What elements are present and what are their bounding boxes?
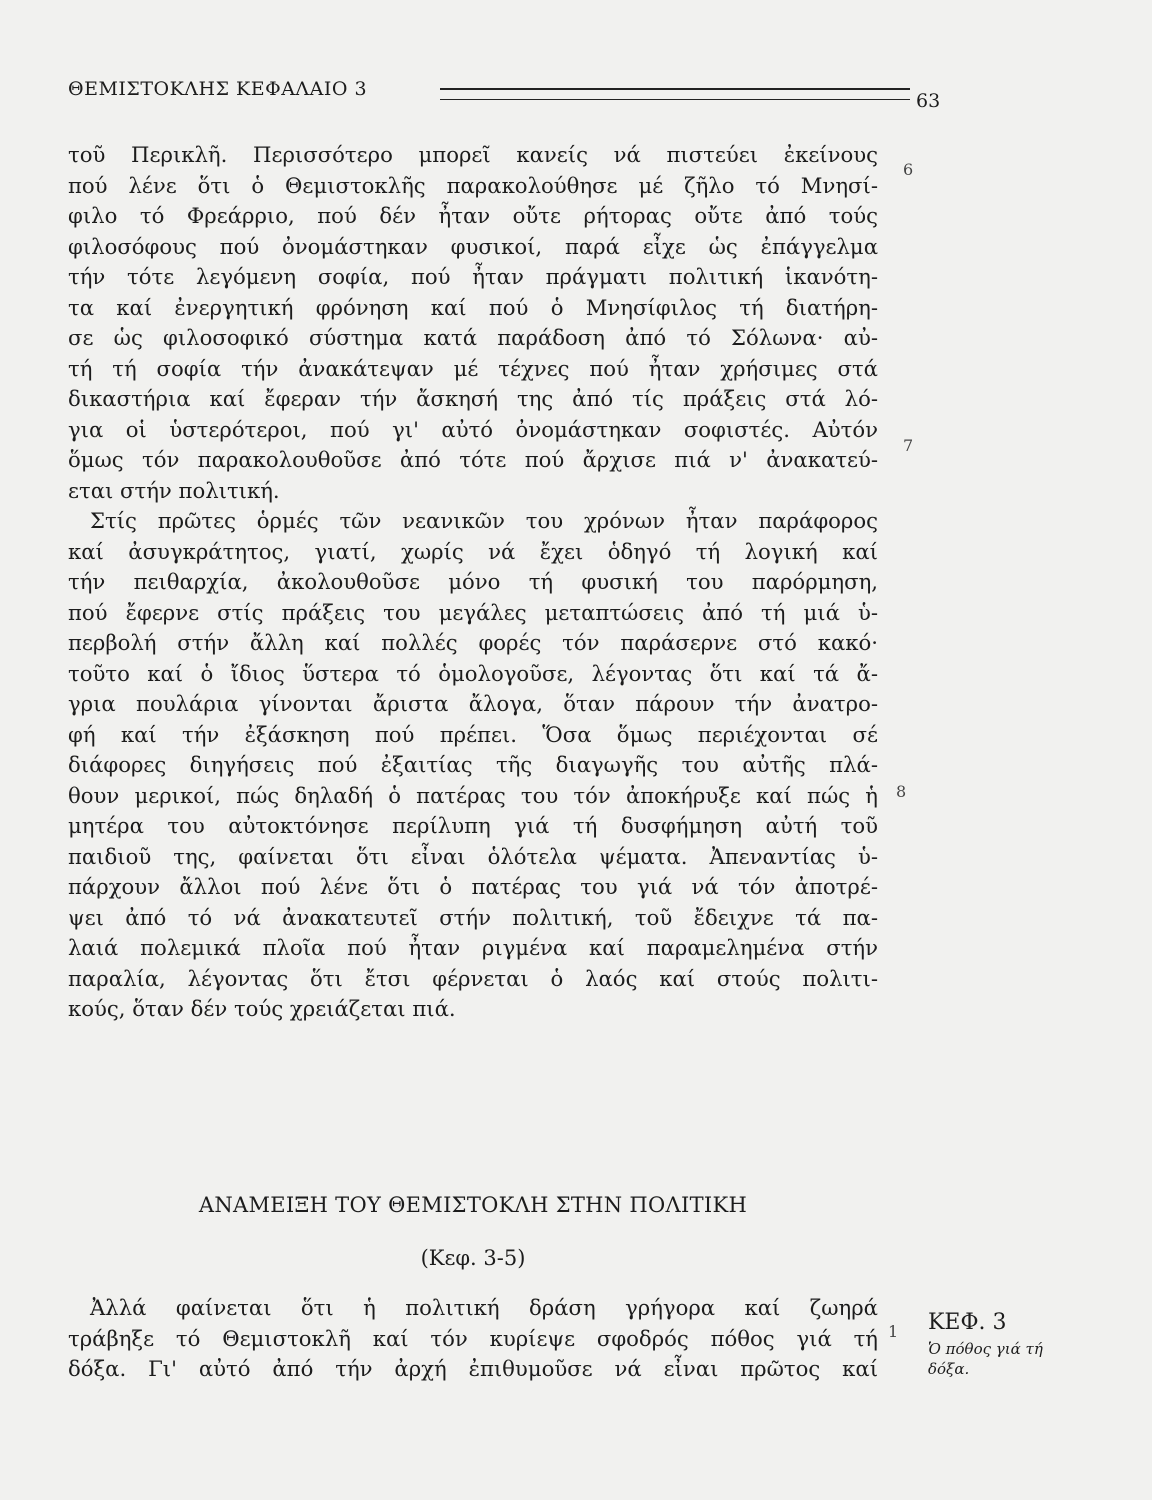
paragraph-2 (68, 506, 878, 1025)
text-line: τή τή σοφία τήν ἀνακάτεψαν μέ τέχνες πού ἦταν χρήσιμες στά (68, 355, 878, 381)
text-line: φιλοσόφους πού ὀνομάστηκαν φυσικοί, παρά εἶχε ὡς ἐπάγγελμα (68, 233, 878, 259)
text-line: λαιά πολεμικά πλοῖα πού ἦταν ριγμένα καί παραμελημένα στήν (68, 935, 878, 960)
section-heading: ΑΝΑΜΕΙΞΗ ΤΟΥ ΘΕΜΙΣΤΟΚΛΗ ΣΤΗΝ ΠΟΛΙΤΙΚΗ (198, 1193, 748, 1217)
text-line: Στίς πρῶτες ὁρμές τῶν νεανικῶν του χρόνων ἦταν παράφορος (90, 508, 878, 533)
text-line: τοῦ Περικλῆ. Περισσότερο μπορεῖ κανείς νά πιστεύει ἐκείνους (68, 142, 878, 167)
text-line: φή καί τήν ἐξάσκηση πού πρέπει. Ὅσα ὅμως περιέχονται σέ (68, 721, 878, 747)
body-text (68, 140, 878, 1025)
text-line: κούς, ὅταν δέν τούς χρειάζεται πιά. (68, 996, 456, 1021)
text-line: γρια πουλάρια γίνονται ἄριστα ἄλογα, ὅταν πάρουν τήν ἀνατρο- (68, 691, 878, 716)
text-line: διάφορες διηγήσεις πού ἐξαιτίας τῆς διαγωγῆς του αὐτῆς πλά- (68, 752, 878, 777)
text-line: πού λένε ὅτι ὁ Θεμιστοκλῆς παρακολούθησε μέ ζῆλο τό Μνησί- (68, 172, 878, 198)
text-line: δόξα. Γι' αὐτό ἀπό τήν ἀρχή ἐπιθυμοῦσε νά εἶναι πρῶτος καί (68, 1356, 878, 1381)
text-line: ὅμως τόν παρακολουθοῦσε ἀπό τότε πού ἄρχισε πιά ν' ἀνακατεύ- (68, 447, 878, 472)
text-line: παραλία, λέγοντας ὅτι ἔτσι φέρνεται ὁ λαός καί στούς πολιτι- (68, 965, 878, 991)
paragraph-1 (68, 140, 878, 506)
running-title: ΘΕΜΙΣΤΟΚΛΗΣ ΚΕΦΑΛΑΙΟ 3 (68, 78, 368, 100)
text-line: παιδιοῦ της, φαίνεται ὅτι εἶναι ὁλότελα ψέματα. Ἀπεναντίας ὑ- (68, 843, 878, 869)
header-rule (440, 88, 910, 100)
margin-number-8: 8 (896, 782, 907, 801)
text-line: Ἀλλά φαίνεται ὅτι ἡ πολιτική δράση γρήγορα καί ζωηρά (90, 1295, 878, 1320)
text-line: τήν πειθαρχία, ἀκολουθοῦσε μόνο τή φυσική του παρόρμηση, (68, 569, 878, 594)
text-line: περβολή στήν ἄλλη καί πολλές φορές τόν παράσερνε στό κακό· (68, 630, 878, 655)
running-header (68, 78, 941, 112)
section-subheading: (Κεφ. 3-5) (420, 1246, 526, 1270)
paragraph-3 (68, 1293, 878, 1385)
chapter-marginal-note (928, 1310, 1048, 1379)
text-line: τα καί ἐνεργητική φρόνηση καί πού ὁ Μνησίφιλος τή διατήρη- (68, 294, 878, 320)
chapter-label: ΚΕΦ. 3 (928, 1310, 1007, 1335)
text-line: μητέρα του αὐτοκτόνησε περίλυπη γιά τή δυσφήμηση αὐτή τοῦ (68, 813, 878, 838)
page-number: 63 (916, 90, 941, 112)
text-line: ψει ἀπό τό νά ἀνακατευτεῖ στήν πολιτική, τοῦ ἔδειχνε τά πα- (68, 904, 878, 930)
chapter-description: Ὁ πόθος γιά τή δόξα. (928, 1340, 1043, 1378)
text-line: καί ἀσυγκράτητος, γιατί, χωρίς νά ἔχει ὁδηγό τή λογική καί (68, 538, 878, 564)
text-line: τοῦτο καί ὁ ἴδιος ὕστερα τό ὁμολογοῦσε, λέγοντας ὅτι καί τά ἄ- (68, 660, 878, 686)
text-line: εται στήν πολιτική. (68, 477, 280, 503)
margin-number-7: 7 (903, 436, 914, 455)
text-line: τράβηξε τό Θεμιστοκλῆ καί τόν κυρίεψε σφοδρός πόθος γιά τή (68, 1325, 878, 1351)
text-line: για οἱ ὑστερότεροι, πού γι' αὐτό ὀνομάστηκαν σοφιστές. Αὐτόν (68, 416, 878, 442)
text-line: πού ἔφερνε στίς πράξεις του μεγάλες μεταπτώσεις ἀπό τή μιά ὑ- (68, 599, 878, 625)
margin-number-1: 1 (888, 1322, 899, 1341)
text-line: φιλο τό Φρεάρριο, πού δέν ἦταν οὔτε ρήτορας οὔτε ἀπό τούς (68, 203, 878, 228)
text-line: τήν τότε λεγόμενη σοφία, πού ἦταν πράγματι πολιτική ἱκανότη- (68, 264, 878, 289)
text-line: σε ὡς φιλοσοφικό σύστημα κατά παράδοση ἀπό τό Σόλωνα· αὐ- (68, 325, 878, 350)
margin-number-6: 6 (903, 160, 914, 179)
text-line: πάρχουν ἄλλοι πού λένε ὅτι ὁ πατέρας του γιά νά τόν ἀποτρέ- (68, 874, 878, 899)
text-line: δικαστήρια καί ἔφεραν τήν ἄσκησή της ἀπό τίς πράξεις στά λό- (68, 386, 878, 411)
text-line: θουν μερικοί, πώς δηλαδή ὁ πατέρας του τόν ἀποκήρυξε καί πώς ἡ (68, 782, 878, 808)
